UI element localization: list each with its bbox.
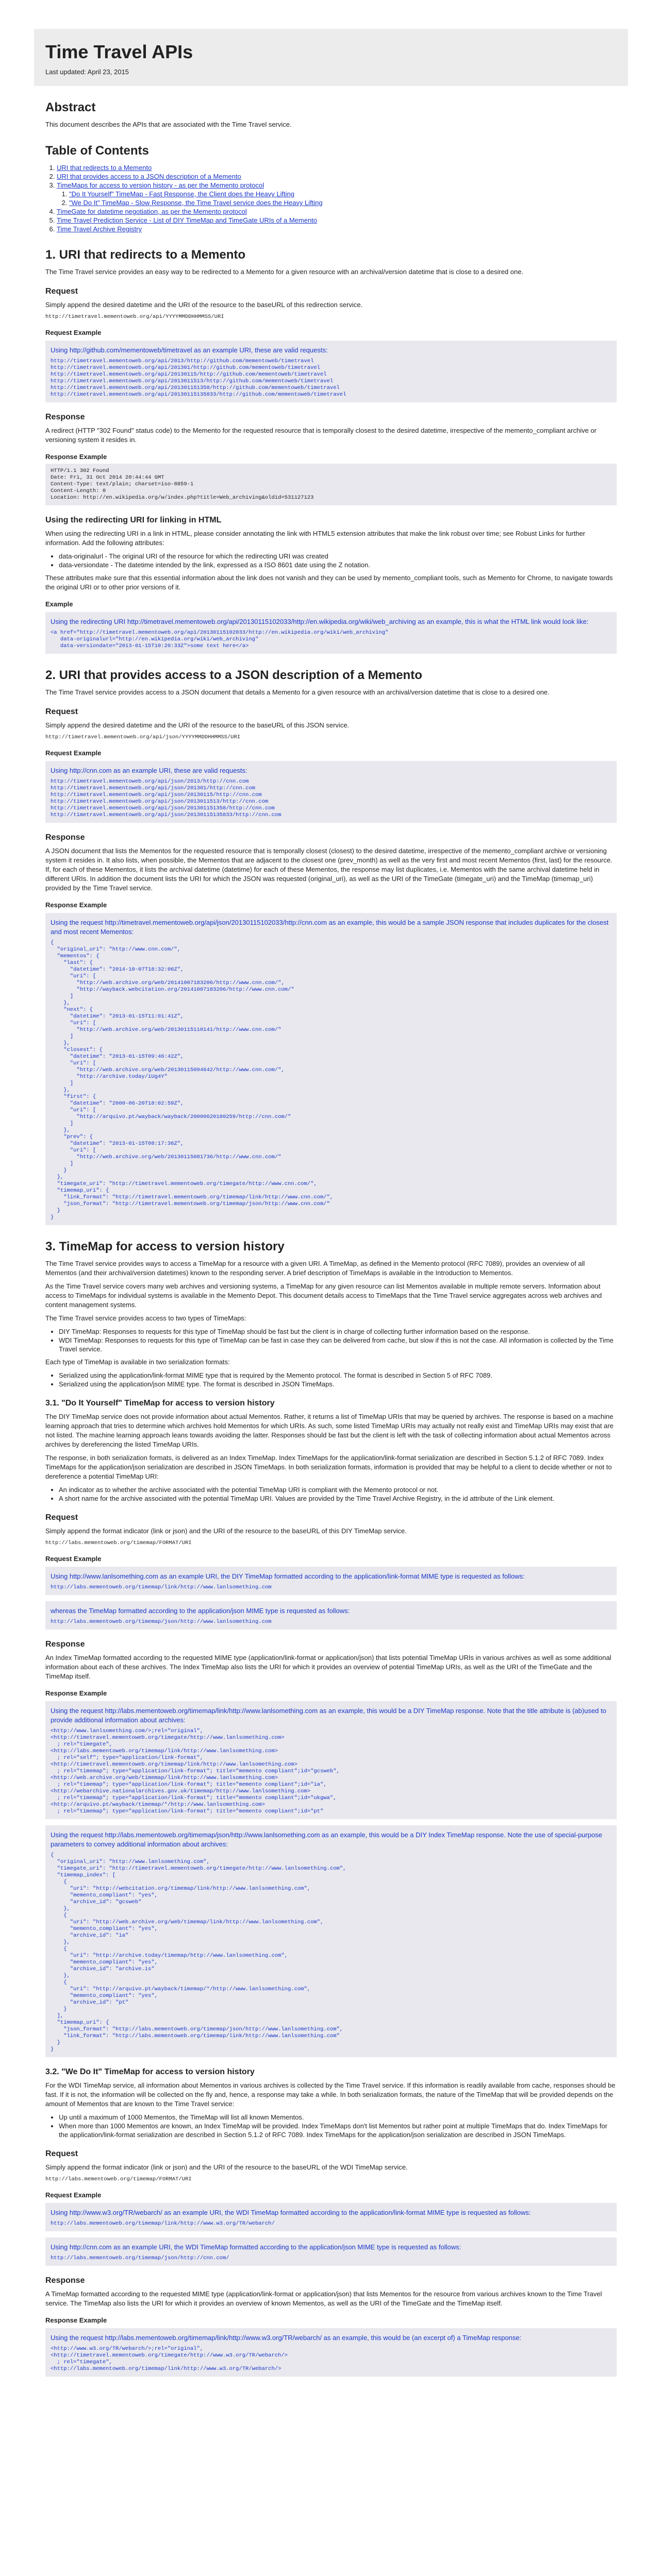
s32-request-heading: Request — [45, 2149, 78, 2158]
toc-link-5[interactable]: Time Travel Prediction Service - List of DIY TimeMap and TimeGate URIs of a Memento — [57, 216, 318, 224]
s31-req-lead-1: Using http://www.lanlsomething.com as an example URI, the DIY TimeMap formatted according to the application/link-format MIME type is requested as follows: — [51, 1572, 525, 1580]
toc-link-3-2[interactable]: "We Do It" TimeMap - Slow Response, the Time Travel service does the Heavy Lifting — [69, 199, 323, 207]
s1-link-attrs — [59, 552, 617, 569]
s31-req-lead-2: whereas the TimeMap formatted according to the application/json MIME type is requested as follows: — [51, 1607, 350, 1615]
s32-req-example-heading: Request Example — [45, 2191, 102, 2199]
list-item: • Serialized using the application/link-format MIME type that is required by the Memento protocol. The format is described in Section 5 of RFC 7089. — [59, 1371, 617, 1380]
s1-link-after: These attributes make sure that this essential information about the link does not vanish and they can be used by memento_compliant tools, such as Memento for Chrome, to navigate towards the original URI or to other prior versions of it. — [45, 574, 613, 591]
s2-req-example-heading: Request Example — [45, 749, 102, 757]
list-item: • A short name for the archive associated with the potential TimeMap URI. Values are provided by the Time Travel Archive Registry, in the id attribute of the Link element. — [59, 1494, 617, 1503]
s3-formats — [59, 1371, 617, 1388]
s2-req-example-box — [45, 761, 617, 823]
s32-resp-lead-1: Using the request http://labs.mementoweb.org/timemap/link/http://www.w3.org/TR/webarch/ as an example, this would be (an excerpt of) a TimeMap response: — [51, 2334, 522, 2342]
abstract-heading: Abstract — [45, 100, 96, 114]
section-1-intro: The Time Travel service provides an easy way to be redirected to a Memento for a given resource with an archival/version datetime that is close to a desired one. — [45, 268, 524, 276]
s31-resp-box-2 — [45, 1825, 617, 2057]
s1-ex-code: <a href="http://timetravel.mementoweb.org/api/20130115102033/http://en.wikipedia.org/wiki/web_archiving" data-originalurl="http://en.wikipedia.org/wiki/web_archiving" data-versiondate="2013-01-15T10:20:33Z">some text here</a> — [51, 630, 389, 649]
s1-req-example-code: http://timetravel.mementoweb.org/api/2013/http://github.com/mementoweb/timetravel http://timetravel.mementoweb.org/api/201301/http://github.com/mementoweb/timetravel http://timetravel.mementoweb.org/api/20130115/http://github.com/mementoweb/timetravel http://timetravel.mementoweb.org/api/2013011513/http://github.com/mementoweb/timetravel http://timetravel.mementoweb.org/api/201301151358/http://github.com/mementoweb/timetravel http://timetravel.mementoweb.org/api/20130115135833/http://github.com/mementoweb/timetravel — [51, 358, 346, 398]
s32-resp-example-heading: Response Example — [45, 2316, 107, 2324]
s31-request-text: Simply append the format indicator (link or json) and the URI of the resource to the baseURL of this DIY TimeMap service. — [45, 1527, 407, 1535]
s3-p4: Each type of TimeMap is available in two serialization formats: — [45, 1358, 230, 1366]
s31-resp-example-heading: Response Example — [45, 1689, 107, 1697]
list-item: • Serialized using the application/json MIME type. The format is described in JSON TimeMaps. — [59, 1380, 617, 1388]
s1-req-example-heading: Request Example — [45, 329, 102, 336]
list-item: • Up until a maximum of 1000 Mementos, the TimeMap will list all known Mementos. — [59, 2113, 617, 2122]
s1-request-text: Simply append the desired datetime and the URI of the resource to the baseURL of this redirection service. — [45, 301, 363, 309]
s1-req-example-lead: Using http://github.com/mementoweb/timetravel as an example URI, these are valid requests: — [51, 346, 328, 354]
s31-req-box-2 — [45, 1601, 617, 1630]
s1-ex-lead: Using the redirecting URI http://timetravel.mementoweb.org/api/20130115102033/http://en.wikipedia.org/wiki/web_archiving as an example, this is what the HTML link would look like: — [51, 618, 589, 625]
section-3-1-heading: 3.1. "Do It Yourself" TimeMap for access to version history — [45, 1399, 275, 1408]
toc-link-1[interactable]: URI that redirects to a Memento — [57, 164, 152, 172]
s32-req-lead-2: Using http://cnn.com as an example URI, the WDI TimeMap formatted according to the application/json MIME type is requested as follows: — [51, 2243, 461, 2251]
s32-req-code-2: http://labs.mementoweb.org/timemap/json/http://cnn.com/ — [51, 2255, 229, 2261]
s31-request-heading: Request — [45, 1513, 78, 1522]
page-title: Time Travel APIs — [45, 41, 193, 62]
s2-req-example-lead: Using http://cnn.com as an example URI, these are valid requests: — [51, 767, 247, 774]
s2-base-url: http://timetravel.mementoweb.org/api/json/YYYYMMDDHHMMSS/URI — [45, 734, 241, 740]
s3-p2: As the Time Travel service covers many web archives and versioning systems, a TimeMap for any given resource can list Mementos available in multiple remote servers. Information about access to TimeMaps for individual systems is available in the Memento Depot. This document details access to TimeMaps that the Time Travel service aggregates across web archives and content management systems. — [45, 1282, 602, 1309]
s32-request-text: Simply append the format indicator (link or json) and the URI of the resource to the baseURL of the WDI TimeMap service. — [45, 2163, 408, 2171]
s32-base-url: http://labs.mementoweb.org/timemap/FORMAT/URI — [45, 2176, 192, 2182]
s32-req-box-1 — [45, 2203, 617, 2231]
s2-resp-example-code: { "original_uri": "http://www.cnn.com/", "mementos": { "last": { "datetime": "2014-10-07T18:32:06Z", "uri": [ "http://web.archive.org/web/20141007183206/http://www.cnn.com/", "http://wayback.webcitation.org/20141007183206/http://www.cnn.com/" ] }, "next": { "datetime": "2013-01-15T11:01:41Z", "uri": [ "http://web.archive.org/web/20130115110141/http://www.cnn.com/" ] }, "closest": { "datetime": "2013-01-15T09:46:42Z", "uri": [ "http://web.archive.org/web/20130115094642/http://www.cnn.com/", "http://archive.today/iUg4Y" ] }, "first": { "datetime": "2000-06-20T18:02:59Z", "uri": [ "http://arquivo.pt/wayback/wayback/20000620180259/http://cnn.com/" ] }, "prev": { "datetime": "2013-01-15T08:17:36Z", "uri": [ "http://web.archive.org/web/20130115081736/http://www.cnn.com/" ] } }, "timegate_uri": "http://timetravel.mementoweb.org/timegate/http://www.cnn.com/", "timemap_uri": { "link_format": "http://timetravel.mementoweb.org/timemap/link/http://www.cnn.com/", "json_format": "http://timetravel.mementoweb.org/timemap/json/http://www.cnn.com/" } } — [51, 940, 334, 1221]
s1-link-text: When using the redirecting URI in a link in HTML, please consider annotating the link with HTML5 extension attributes that make the link robust over time; see Robust Links for further information. Add the following attributes: — [45, 530, 586, 547]
s31-base-url: http://labs.mementoweb.org/timemap/FORMAT/URI — [45, 1540, 192, 1546]
s2-request-text: Simply append the desired datetime and the URI of the resource to the baseURL of this JSON service. — [45, 721, 350, 729]
s31-resp-lead-2: Using the request http://labs.mementoweb.org/timemap/json/http://www.lanlsomething.com as an example, this would be a DIY Index TimeMap response. Note the use of special-purpose parameters to convey additional information about archives: — [51, 1831, 602, 1848]
toc-list — [57, 163, 617, 233]
s31-req-box-1 — [45, 1567, 617, 1595]
s31-response-text: An Index TimeMap formatted according to the requested MIME type (application/link-format or application/json) that lists potential TimeMap URIs in various archives as well as some additional information about each of these archives. The Index TimeMap also lists the URI for which it provides an overview of potential TimeMap URIs, as well as the URI of the TimeGate and the TimeMap itself. — [45, 1654, 611, 1680]
s1-base-url: http://timetravel.mementoweb.org/api/YYYYMMDDHHMMSS/URI — [45, 314, 224, 320]
toc-link-4[interactable]: TimeGate for datetime negotiation, as per the Memento protocol — [57, 208, 247, 215]
list-item: • WDI TimeMap: Responses to requests for this type of TimeMap can be fast in case they can be delivered from cache, but slow if this is not the case. All information is collected by the Time Travel service. — [59, 1336, 617, 1353]
s31-response-heading: Response — [45, 1640, 85, 1649]
s31-resp-code-1: <http://www.lanlsomething.com/>;rel="original", <http://timetravel.mementoweb.org/timegate/http://www.lanlsomething.com> ; rel="timegate", <http://labs.mementoweb.org/timemap/link/http://www.lanlsomething.com> ; rel="self"; type="application/link-format", <http://timetravel.mementoweb.org/timemap/link/http://www.lanlsomething.com> ; rel="timemap"; type="application/link-format"; title="memento compliant";id="gcsweb", <http://web.archive.org/web/timemap/link/http://www.lanlsomething.com> ; rel="timemap"; type="application/link-format"; title="memento compliant";id="ia", <http://webarchive.nationalarchives.gov.uk/timemap/http://www.lanlsomething.com> ; rel="timemap"; type="application/link-format"; title="memento compliant";id="ukgwa", <http://arquivo.pt/wayback/timemap/*/http://www.lanlsomething.com> ; rel="timemap"; type="application/link-format"; title="memento compliant";id="pt" — [51, 1728, 340, 1815]
s2-req-example-code: http://timetravel.mementoweb.org/api/json/2013/http://cnn.com http://timetravel.mementoweb.org/api/json/201301/http://cnn.com http://timetravel.mementoweb.org/api/json/20130115/http://cnn.com http://timetravel.mementoweb.org/api/json/2013011513/http://cnn.com http://timetravel.mementoweb.org/api/json/201301151358/http://cnn.com http://timetravel.mementoweb.org/api/json/20130115135833/http://cnn.com — [51, 778, 282, 818]
s31-p1: The DIY TimeMap service does not provide information about actual Mementos. Rather, it returns a list of TimeMap URIs that may be queried by archives. The response is based on a machine learning approach that tries to determine which archives hold Mementos for which URIs. As such, some listed TimeMap URIs may actually not really exist and TimeMap URIs may exist that are not listed. The machine learning approach leans towards avoiding the latter. Responses should be fast but the client is left with the task of collecting information about actual Mementos across archives by dereferencing the listed TimeMap URIs. — [45, 1413, 614, 1448]
s31-req-example-heading: Request Example — [45, 1555, 102, 1563]
list-item: • data-versiondate - The datetime intended by the link, expressed as a ISO 8601 date using the Z notation. — [59, 561, 617, 569]
s32-response-text: A TimeMap formatted according to the requested MIME type (application/link-format or application/json) that lists Mementos for the resource from various archives known to the Time Travel service. The TimeMap also lists the URI for which it provides an overview of known Mementos, as well as the URI of the TimeGate and the TimeMap itself. — [45, 2290, 602, 2307]
s1-resp-example-heading: Response Example — [45, 453, 107, 461]
abstract-text: This document describes the APIs that are associated with the Time Travel service. — [45, 121, 292, 128]
section-1-heading: 1. URI that redirects to a Memento — [45, 248, 246, 262]
s1-response-text: A redirect (HTTP "302 Found" status code) to the Memento for the requested resource that is temporally closest to the desired datetime, irrespective of the memento_compliant archive or versioning system it resides in. — [45, 427, 597, 444]
s32-bullets — [59, 2113, 617, 2139]
last-updated: Last updated: April 23, 2015 — [45, 68, 129, 76]
toc-link-6[interactable]: Time Travel Archive Registry — [57, 225, 142, 233]
s2-resp-example-box — [45, 913, 617, 1225]
s31-req-code-2: http://labs.mementoweb.org/timemap/json/http://www.lanlsomething.com — [51, 1619, 272, 1625]
list-item: • DIY TimeMap: Responses to requests for this type of TimeMap should be fast but the client is in charge of collecting further information based on the response. — [59, 1327, 617, 1336]
s31-resp-lead-1: Using the request http://labs.mementoweb.org/timemap/link/http://www.lanlsomething.com as an example, this would be a DIY TimeMap response. Note that the title attribute is (ab)used to provide additional information about archives: — [51, 1707, 606, 1724]
section-3-2-heading: 3.2. "We Do It" TimeMap for access to version history — [45, 2067, 255, 2076]
document — [34, 29, 628, 2377]
s31-req-code-1: http://labs.mementoweb.org/timemap/link/http://www.lanlsomething.com — [51, 1584, 272, 1590]
s3-p1: The Time Travel service provides ways to access a TimeMap for a resource with a given URI. A TimeMap, as defined in the Memento protocol (RFC 7089), provides an overview of all Mementos (and their archival/version datetimes) known to the responding server. A brief description of TimeMaps is available in the Introduction to Mementos. — [45, 1260, 585, 1277]
list-item: • When more than 1000 Mementos are known, an Index TimeMap will be provided. Index TimeMaps don't list Mementos but rather point at multiple TimeMaps that do. Index TimeMaps for the application/link-format serialization are described in Section 5.1.2 of RFC 7089. Index TimeMaps for the application/json serialization are described in JSON TimeMaps. — [59, 2122, 617, 2139]
toc-link-3-1[interactable]: "Do It Yourself" TimeMap - Fast Response, the Client does the Heavy Lifting — [69, 190, 295, 198]
s1-req-example-box — [45, 341, 617, 402]
s32-req-box-2 — [45, 2238, 617, 2266]
s1-ex-heading: Example — [45, 600, 73, 608]
s2-response-text: A JSON document that lists the Mementos for the requested resource that is temporally closest (closest) to the desired datetime, irrespective of the memento_compliant archive or versioning system it resides in. It also lists, when possible, the Mementos that are adjacent to the closest one (prev_month) as well as the very first and most recent Mementos (first, last) for the resource. If, for each of these Mementos, it lists the archival datetime (datetime) for each of these Mementos, the response may list duplicates, i.e. Mementos with the same archival datetime held in different URIs. In addition the document lists the URI for which the JSON was requested (original_uri), as well as the URI of the TimeGate (timegate_uri) and the TimeMap (timemap_uri) provided by the Time Travel service. — [45, 847, 613, 892]
s2-resp-example-lead: Using the request http://timetravel.mementoweb.org/api/json/20130115102033/http://cnn.com as an example, this would be a sample JSON response that includes duplicates for the closest and most recent Mementos: — [51, 919, 609, 936]
toc-link-2[interactable]: URI that provides access to a JSON description of a Memento — [57, 173, 241, 180]
s2-resp-example-heading: Response Example — [45, 901, 107, 909]
s1-resp-example-code: HTTP/1.1 302 Found Date: Fri, 31 Oct 2014 20:44:44 GMT Content-Type: text/plain; charset=iso-8859-1 Content-Length: 0 Location: http://en.wikipedia.org/w/index.php?title=Web_archiving&oldid=531127123 — [45, 464, 617, 505]
section-3-heading: 3. TimeMap for access to version history — [45, 1240, 285, 1253]
toc-link-3[interactable]: TimeMaps for access to version history - as per the Memento protocol — [57, 181, 264, 189]
section-2-intro: The Time Travel service provides access to a JSON document that details a Memento for a given resource with an archival/version datetime that is close to a desired one. — [45, 688, 550, 696]
s31-resp-code-2: { "original_uri": "http://www.lanlsomething.com", "timegate_uri": "http://timetravel.mementoweb.org/timegate/http://www.lanlsomething.com", "timemap_index": [ { "uri": "http://webcitation.org/timemap/link/http://www.lanlsomething.com", "memento_compliant": "yes", "archive_id": "gcsweb" }, { "uri": "http://web.archive.org/web/timemap/link/http://www.lanlsomething.com", "memento_compliant": "yes", "archive_id": "ia" }, { "uri": "http://archive.today/timemap/http://www.lanlsomething.com", "memento_compliant": "yes", "archive_id": "archive.is" }, { "uri": "http://arquivo.pt/wayback/timemap/*/http://www.lanlsomething.com", "memento_compliant": "yes", "archive_id": "pt" } ], "timemap_uri": { "json_format": "http://labs.mementoweb.org/timemap/json/http://www.lanlsomething.com", "link_format": "http://labs.mementoweb.org/timemap/link/http://www.lanlsomething.com" } } — [51, 1852, 346, 2053]
s2-response-heading: Response — [45, 833, 85, 842]
s31-bullets — [59, 1485, 617, 1503]
s32-req-lead-1: Using http://www.w3.org/TR/webarch/ as an example URI, the WDI TimeMap formatted according to the application/link-format MIME type is requested as follows: — [51, 2209, 531, 2216]
s31-resp-box-1 — [45, 1701, 617, 1819]
s32-resp-box-1 — [45, 2328, 617, 2377]
s1-request-heading: Request — [45, 287, 78, 296]
s32-req-code-1: http://labs.mementoweb.org/timemap/link/http://www.w3.org/TR/webarch/ — [51, 2221, 275, 2227]
list-item: • data-originalurl - The original URI of the resource for which the redirecting URI was created — [59, 552, 617, 561]
s3-types — [59, 1327, 617, 1353]
s1-response-heading: Response — [45, 413, 85, 421]
s1-link-heading: Using the redirecting URI for linking in HTML — [45, 516, 222, 524]
s3-p3: The Time Travel service provides access to two types of TimeMaps: — [45, 1314, 246, 1322]
s1-ex-box — [45, 612, 617, 654]
header-banner — [34, 29, 628, 86]
s32-response-heading: Response — [45, 2276, 85, 2285]
toc-heading: Table of Contents — [45, 144, 149, 158]
s32-p1: For the WDI TimeMap service, all information about Mementos in various archives is collected by the Time Travel service. If this information is readily available from cache, responses should be fast. If it is not, the information will be collected on the fly and, hence, a response may take a while. In both serialization formats, the nature of the TimeMap that will be provided depends on the amount of Mementos that are known to the Time Travel service: — [45, 2081, 616, 2108]
list-item: • An indicator as to whether the archive associated with the potential TimeMap URI is compliant with the Memento protocol or not. — [59, 1485, 617, 1494]
s2-request-heading: Request — [45, 707, 78, 716]
s31-p2: The response, in both serialization formats, is delivered as an Index TimeMap. Index TimeMaps for the application/link-format serialization are described in Section 5.1.2 of RFC 7089. Index TimeMaps for the application/json serialization are described in JSON TimeMaps. In both serialization formats, information is provided that may be helpful to a client to decide whether or not to dereference a potential TimeMap URI: — [45, 1454, 612, 1480]
section-2-heading: 2. URI that provides access to a JSON description of a Memento — [45, 668, 422, 682]
s32-resp-code-1: <http://www.w3.org/TR/webarch/>;rel="original", <http://timetravel.mementoweb.org/timegate/http://www.w3.org/TR/webarch/> ; rel="timegate", <http://labs.mementoweb.org/timemap/link/http://www.w3.org/TR/webarch/> — [51, 2346, 288, 2372]
